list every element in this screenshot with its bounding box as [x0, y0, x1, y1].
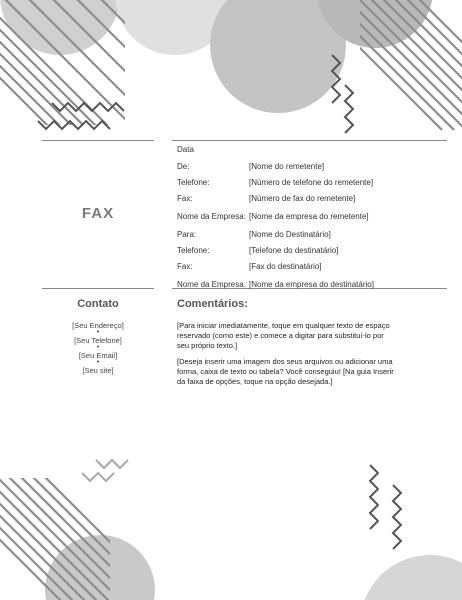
divider-line — [172, 140, 447, 141]
date-field[interactable]: Data — [177, 145, 194, 154]
field-value[interactable]: [Telefone do destinatário] — [249, 245, 339, 255]
circle-shape — [360, 555, 462, 600]
comment-paragraph[interactable]: [Deseja inserir uma imagem dos seus arquivos ou adicionar uma forma, caixa de texto ou tabela? Você conseguiu! [Na guia Inserir da faixa de opções, toque na opção desejada.] — [177, 357, 394, 386]
contact-list — [42, 321, 154, 375]
field-label: Nome da Empresa: — [177, 211, 246, 221]
contact-phone[interactable]: [Seu Telefone] — [74, 336, 122, 345]
field-label: Telefone: — [177, 245, 210, 255]
field-label: Para: — [177, 229, 197, 239]
bullet-separator: • — [96, 359, 100, 366]
field-row-sender — [177, 158, 447, 174]
field-value[interactable]: [Nome do Destinatário] — [249, 229, 331, 239]
zigzag-pattern — [82, 460, 128, 481]
contact-website[interactable]: [Seu site] — [82, 366, 114, 375]
field-value[interactable]: [Nome do remetente] — [249, 161, 325, 171]
field-row-recipient-company — [177, 274, 447, 294]
comments-body — [177, 321, 395, 393]
field-row-sender-fax — [177, 190, 447, 206]
bullet-separator: • — [96, 329, 100, 336]
field-label: Nome da Empresa: — [177, 279, 246, 289]
field-value[interactable]: [Fax do destinatário] — [249, 261, 322, 271]
field-row-sender-phone — [177, 174, 447, 190]
comment-paragraph[interactable]: [Para iniciar imediatamente, toque em qualquer texto de espaço reservado (como este) e comece a digitar para substituí-lo por seu próprio texto.] — [177, 321, 390, 350]
field-row-recipient-fax — [177, 258, 447, 274]
fax-fields — [177, 158, 447, 294]
field-value[interactable]: [Nome da empresa do destinatário] — [249, 279, 374, 289]
field-value[interactable]: [Nome da empresa do remetente] — [249, 211, 369, 221]
contact-title: Contato — [77, 298, 119, 310]
comments-title: Comentários: — [177, 298, 248, 310]
field-label: De: — [177, 161, 190, 171]
contact-address[interactable]: [Seu Endereço] — [72, 321, 124, 330]
contact-email[interactable]: [Seu Email] — [78, 351, 118, 360]
field-row-sender-company — [177, 206, 447, 226]
field-row-recipient — [177, 226, 447, 242]
field-value[interactable]: [Número de telefone do remetente] — [249, 177, 374, 187]
field-label: Fax: — [177, 193, 193, 203]
fax-title: FAX — [81, 205, 115, 222]
field-row-recipient-phone — [177, 242, 447, 258]
bullet-separator: • — [96, 344, 100, 351]
divider-line — [42, 140, 154, 141]
field-label: Telefone: — [177, 177, 210, 187]
field-value[interactable]: [Número de fax do remetente] — [249, 193, 356, 203]
divider-line — [42, 288, 154, 289]
field-label: Fax: — [177, 261, 193, 271]
